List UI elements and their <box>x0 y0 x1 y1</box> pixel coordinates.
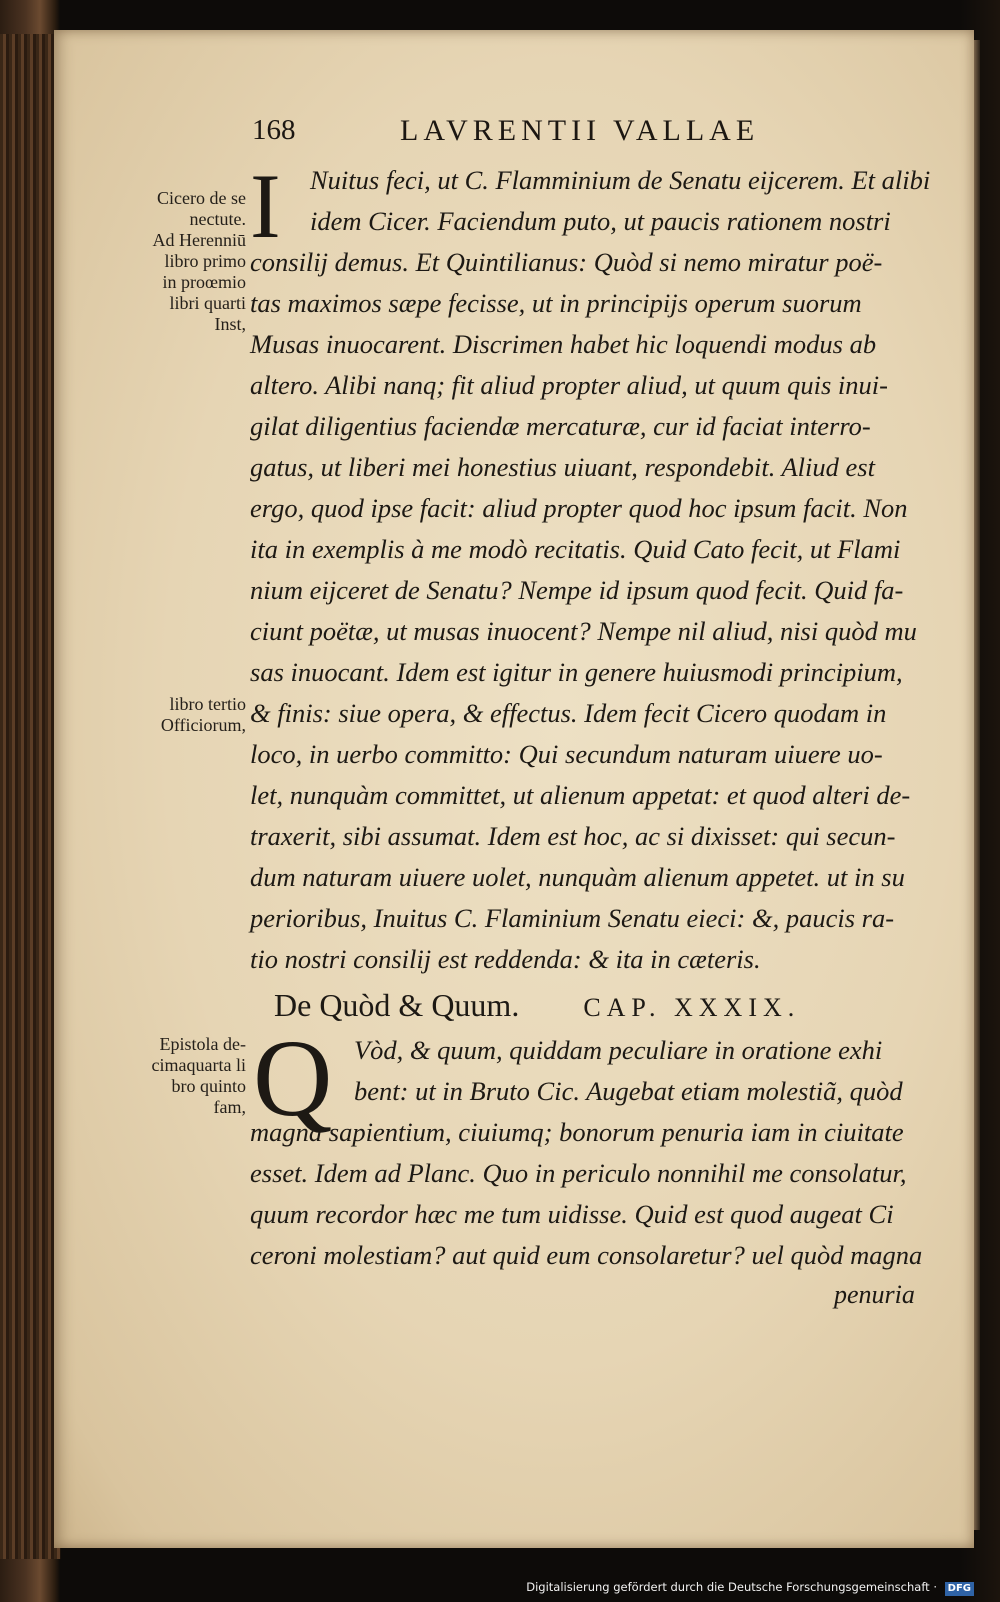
book-spine <box>0 34 61 1559</box>
text-line: nium eijceret de Senatu? Nempe id ipsum quod fecit. Quid fa- <box>250 575 904 605</box>
text-line: gatus, ut liberi mei honestius uiuant, respondebit. Aliud est <box>250 452 875 482</box>
text-line: ergo, quod ipse facit: aliud propter quod hoc ipsum facit. Non <box>250 493 908 523</box>
margin-line: Ad Herenniū <box>152 230 246 250</box>
text-line: & finis: siue opera, & effectus. Idem fecit Cicero quodam in <box>250 698 887 728</box>
text-line: ita in exemplis à me modò recitatis. Quid Cato fecit, ut Flami <box>250 534 901 564</box>
text-line: let, nunquàm committet, ut alienum appetat: et quod alteri de- <box>250 780 911 810</box>
dfg-logo: DFG <box>945 1582 974 1596</box>
margin-line: Inst, <box>214 314 246 334</box>
margin-line: Cicero de se <box>157 188 246 208</box>
book-page <box>54 30 974 1548</box>
drop-initial-q: Q <box>253 1017 333 1139</box>
footer-credit: Digitalisierung gefördert durch die Deutsche Forschungsgemeinschaft · DFG <box>0 1572 1000 1602</box>
text-line: altero. Alibi nanq; fit aliud propter aliud, ut quum quis inui- <box>250 370 888 400</box>
margin-note-2 <box>106 694 246 736</box>
margin-line: libri quarti <box>169 293 246 313</box>
text-line: sas inuocant. Idem est igitur in genere huiusmodi principium, <box>250 657 903 687</box>
text-line: idem Cicer. Faciendum puto, ut paucis rationem nostri <box>310 206 891 236</box>
paragraph-1 <box>250 155 931 980</box>
chapter-number: CAP. XXXIX. <box>583 993 801 1022</box>
text-line: tas maximos sæpe fecisse, ut in principijs operum suorum <box>250 288 862 318</box>
margin-note-3 <box>106 1034 246 1118</box>
text-line: loco, in uerbo committo: Qui secundum naturam uiuere uo- <box>250 739 883 769</box>
running-title: LAVRENTII VALLAE <box>400 114 760 147</box>
text-line: consilij demus. Et Quintilianus: Quòd si nemo miratur poë- <box>250 247 883 277</box>
margin-line: nectute. <box>189 209 246 229</box>
text-line: bent: ut in Bruto Cic. Augebat etiam molestiã, quòd <box>354 1076 903 1106</box>
margin-line: in proœmio <box>162 272 246 292</box>
text-line: tio nostri consilij est reddenda: & ita in cæteris. <box>250 944 761 974</box>
text-line: Musas inuocarent. Discrimen habet hic loquendi modus ab <box>250 329 877 359</box>
margin-line: libro tertio <box>169 694 246 714</box>
margin-line: cimaquarta li <box>151 1055 246 1075</box>
text-line: magna sapientium, ciuiumq; bonorum penuria iam in ciuitate <box>250 1117 904 1147</box>
text-line: Nuitus feci, ut C. Flamminium de Senatu eijcerem. Et alibi <box>310 165 931 195</box>
text-line: quum recordor hæc me tum uidisse. Quid est quod augeat Ci <box>250 1199 894 1229</box>
text-line: gilat diligentius faciendæ mercaturæ, cur id faciat interro- <box>250 411 871 441</box>
paragraph-2 <box>250 1017 930 1276</box>
page-number: 168 <box>252 114 296 146</box>
margin-line: libro primo <box>164 251 246 271</box>
chapter-heading <box>274 987 800 1024</box>
text-line: Vòd, & quum, quiddam peculiare in oratione exhi <box>354 1035 883 1065</box>
margin-line: Officiorum, <box>160 715 246 735</box>
margin-line: Epistola de- <box>159 1034 246 1054</box>
text-line: dum naturam uiuere uolet, nunquàm alienum appetet. ut in su <box>250 862 905 892</box>
text-line: ceroni molestiam? aut quid eum consolaretur? uel quòd magna <box>250 1240 923 1270</box>
margin-line: bro quinto <box>171 1076 246 1096</box>
text-line: esset. Idem ad Planc. Quo in periculo nonnihil me consolatur, <box>250 1158 907 1188</box>
drop-initial-i: I <box>250 155 281 257</box>
margin-line: fam, <box>213 1097 246 1117</box>
text-line: ciunt poëtæ, ut musas inuocent? Nempe nil aliud, nisi quòd mu <box>250 616 917 646</box>
chapter-title: De Quòd & Quum. <box>274 987 520 1023</box>
running-head <box>54 114 974 154</box>
footer-text: Digitalisierung gefördert durch die Deutsche Forschungsgemeinschaft <box>526 1580 930 1594</box>
margin-note-1 <box>106 188 246 335</box>
text-line: traxerit, sibi assumat. Idem est hoc, ac si dixisset: qui secun- <box>250 821 896 851</box>
catchword: penuria <box>834 1280 915 1309</box>
text-line: perioribus, Inuitus C. Flaminium Senatu eieci: &, paucis ra- <box>250 903 895 933</box>
